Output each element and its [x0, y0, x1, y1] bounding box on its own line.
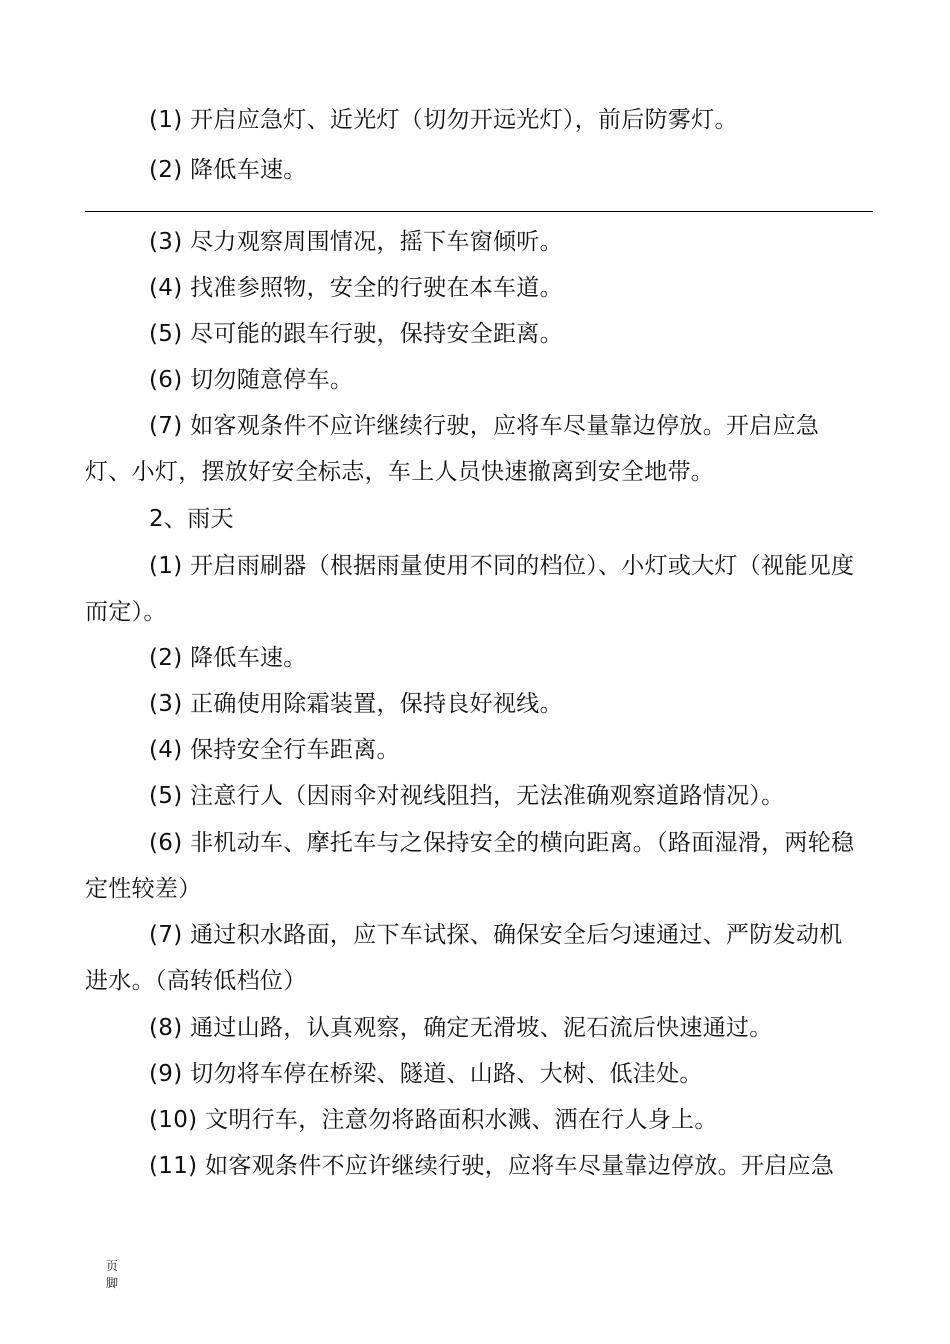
list-item: (4) 保持安全行车距离。: [149, 737, 400, 763]
list-item: (3) 尽力观察周围情况，摇下车窗倾听。: [149, 229, 563, 255]
list-item: (5) 注意行人（因雨伞对视线阻挡，无法准确观察道路情况）。: [149, 783, 785, 809]
list-item: (7) 通过积水路面，应下车试探、确保安全后匀速通过、严防发动机进水。（高转低档位）: [85, 922, 843, 994]
list-item: (5) 尽可能的跟车行驶，保持安全距离。: [149, 321, 563, 347]
section-heading-rain: 2、雨天: [149, 506, 234, 532]
list-item: (2) 降低车速。: [149, 645, 307, 671]
list-item: (7) 如客观条件不应许继续行驶，应将车尽量靠边停放。开启应急灯、小灯，摆放好安全标志，车上人员快速撤离到安全地带。: [85, 413, 820, 485]
list-item: (6) 非机动车、摩托车与之保持安全的横向距离。（路面湿滑，两轮稳定性较差）: [85, 830, 855, 902]
list-item: (10) 文明行车，注意勿将路面积水溅、洒在行人身上。: [149, 1107, 718, 1133]
list-item: (1) 开启应急灯、近光灯（切勿开远光灯），前后防雾灯。: [149, 107, 738, 133]
list-item: (8) 通过山路，认真观察，确定无滑坡、泥石流后快速通过。: [149, 1015, 773, 1041]
list-item: (3) 正确使用除霜装置，保持良好视线。: [149, 691, 563, 717]
list-item: (1) 开启雨刷器（根据雨量使用不同的档位）、小灯或大灯（视能见度而定）。: [85, 553, 855, 625]
list-item: (2) 降低车速。: [149, 157, 307, 183]
list-item: (6) 切勿随意停车。: [149, 367, 354, 393]
list-item: (9) 切勿将车停在桥梁、隧道、山路、大树、低洼处。: [149, 1061, 703, 1087]
list-item: (11) 如客观条件不应许继续行驶，应将车尽量靠边停放。开启应急: [149, 1153, 835, 1179]
page-footer: 页脚: [106, 1259, 119, 1290]
header-divider: [85, 211, 873, 212]
list-item: (4) 找准参照物，安全的行驶在本车道。: [149, 275, 563, 301]
